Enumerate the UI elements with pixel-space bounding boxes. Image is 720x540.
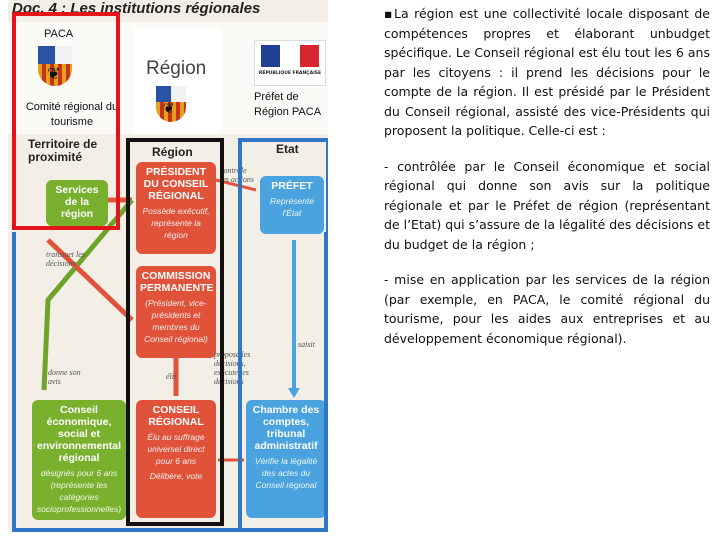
note-saisit: saisit: [298, 340, 315, 349]
doc-title: Doc. 4 : Les institutions régionales: [12, 0, 261, 17]
paragraph-2: - contrôlée par le Conseil économique et social régional qui donne son avis sur la politique régionale et par le Préfet de région (représentant de l’Etat) qui s’assure de la légalité des décisions et du budget de la région ;: [384, 158, 710, 252]
chambre-title: Chambre des comptes, tribunal administratif: [252, 404, 320, 452]
col-etat: Etat: [276, 142, 299, 156]
conseil-sub2: Délibère, vote: [149, 471, 203, 481]
prefet-label: Préfet de Région PACA: [254, 91, 322, 118]
note-transmet: transmet les décisions: [46, 250, 85, 268]
paca-label: PACA: [44, 28, 74, 40]
region-coat-of-arms-icon: ❦: [156, 86, 186, 122]
commission-sub: (Président, vice-présidents et membres du Conseil régional): [144, 298, 208, 344]
explanatory-text: [384, 4, 710, 364]
services-box-label: Services de la région: [55, 184, 99, 220]
prefet-box-sub: Représente l'État: [270, 196, 314, 218]
paca-coat-of-arms-icon: ❦: [38, 46, 72, 86]
paragraph-1: ▪La région est une collectivité locale disposant de compétences propres et élaborant unbudget spécifique. Le Conseil régional est élu tout les 6 ans par les citoyens : il prend les décisions pour le compte de la région. Il est présidé par le Président du Conseil régional, assisté des vice-Présidents qui proposent la politique. Celle-ci est :: [384, 6, 710, 138]
note-propose: propose les décisions, exécute les décisions: [214, 350, 251, 386]
blue-highlight-frame-right: [238, 138, 328, 532]
note-controle: contrôle les actions: [220, 166, 254, 184]
conseil-title: CONSEIL RÉGIONAL: [148, 404, 204, 428]
ces-sub: désignés pour 6 ans (représente les catégories socioprofessionnelles): [36, 468, 122, 514]
black-highlight-frame: [126, 138, 224, 526]
red-highlight-frame: [12, 12, 120, 230]
note-elit: élit: [166, 372, 177, 381]
ces-title: Conseil économique, social et environnemental régional: [36, 404, 122, 464]
president-sub: Possède exécutif, représente la région: [142, 206, 210, 240]
conseil-sub: Élu au suffrage universel direct pour 6 ans: [147, 432, 205, 466]
republique-text: RÉPUBLIQUE FRANÇAISE: [258, 71, 322, 76]
chambre-sub: Vérifie la légalité des actes du Conseil régional: [254, 456, 318, 490]
prefet-box-title: PRÉFET: [271, 180, 313, 192]
commission-title: COMMISSION PERMANENTE: [140, 270, 214, 294]
president-title: PRÉSIDENT DU CONSEIL RÉGIONAL: [143, 166, 209, 202]
document-image: [8, 0, 328, 532]
note-donne: donne son avis: [48, 368, 81, 386]
col-region: Région: [152, 145, 193, 159]
paragraph-3: - mise en application par les services de la région (par exemple, en PACA, le comité régional du tourisme, pour les aides aux entreprises et au développement économique régional).: [384, 272, 710, 346]
region-logo-text: Région: [146, 58, 207, 79]
col-territoire: Territoire de proximité: [28, 137, 98, 164]
comite-label: Comité régional du tourisme: [25, 101, 119, 128]
